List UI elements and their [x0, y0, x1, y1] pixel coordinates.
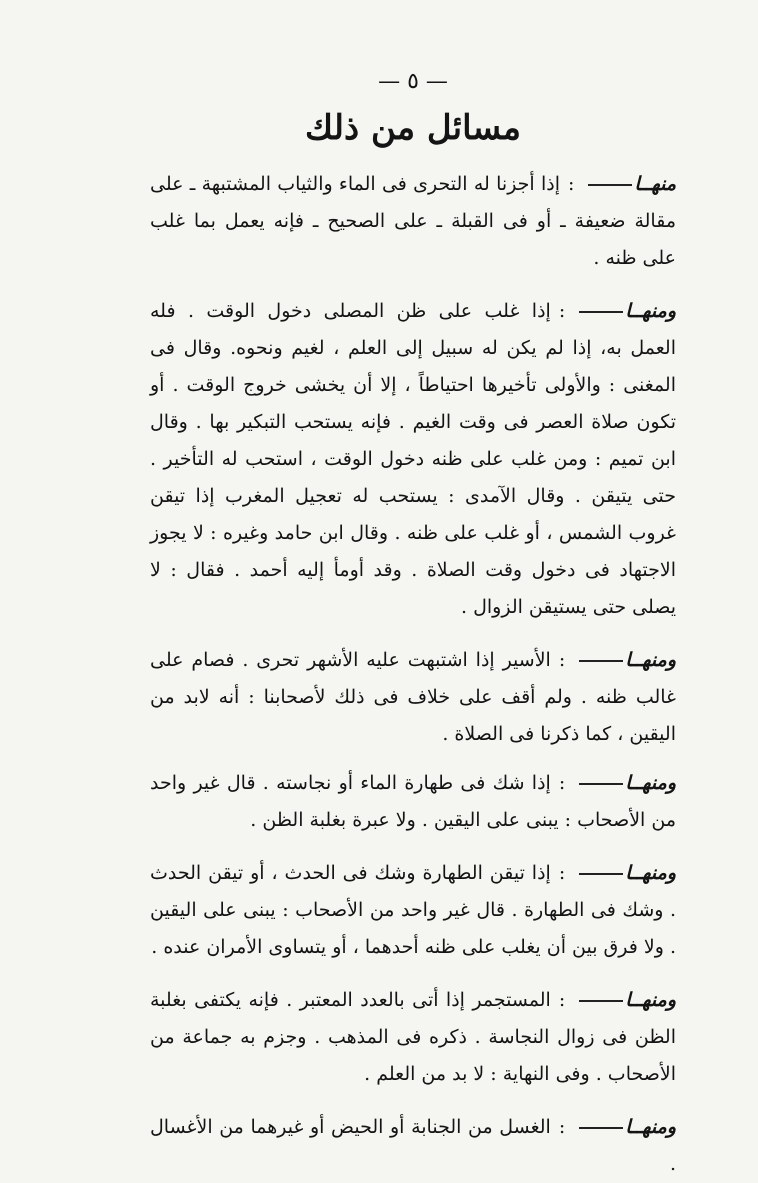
- paragraph-list: [150, 166, 676, 1183]
- paragraph: [150, 642, 676, 753]
- separator: :: [558, 649, 566, 671]
- paragraph: [150, 855, 676, 966]
- paragraph-lead: ومنهــا: [573, 765, 676, 802]
- separator: :: [558, 772, 566, 794]
- separator: :: [568, 173, 575, 195]
- separator: :: [558, 862, 566, 884]
- lead-flourish: [579, 873, 623, 875]
- paragraph-lead: ومنهــا: [573, 1109, 676, 1146]
- paragraph-text: الأسير إذا اشتبهت عليه الأشهر تحرى . فصام على غالب ظنه . ولم أقف على خلاف فى ذلك لأصحابنا : أنه لابد من اليقين ، كما ذكرنا فى الصلاة .: [150, 649, 676, 745]
- separator: :: [558, 1116, 566, 1138]
- paragraph: [150, 1109, 676, 1183]
- paragraph-text: المستجمر إذا أتى بالعدد المعتبر . فإنه يكتفى بغلبة الظن فى زوال النجاسة . ذكره فى المذهب . وجزم به جماعة من الأصحاب . وفى النهاية : لا بد من العلم .: [150, 989, 676, 1085]
- paragraph: [150, 293, 676, 626]
- paragraph-lead: ومنهــا: [573, 982, 676, 1019]
- paragraph-lead: ومنهــا: [573, 293, 676, 330]
- lead-flourish: [588, 184, 632, 186]
- paragraph-text: إذا غلب على ظن المصلى دخول الوقت . فله العمل به، إذا لم يكن له سبيل إلى العلم ، لغيم ونحوه. وقال فى المغنى : والأولى تأخيرها احتياطاً ، إلا أن يخشى خروج الوقت . أو تكون صلاة العصر فى وقت الغيم . فإنه يستحب التبكير بها . وقال ابن تميم : ومن غلب على ظنه دخول الوقت ، استحب له التأخير . حتى يتيقن . وقال الآمدى : يستحب له تعجيل المغرب إذا تيقن غروب الشمس ، أو غلب على ظنه . وقال ابن حامد وغيره : لا يجوز الاجتهاد فى دخول وقت الصلاة . وقد أومأ إليه أحمد . فقال : لا يصلى حتى يستيقن الزوال .: [150, 300, 676, 618]
- lead-flourish: [579, 660, 623, 662]
- paragraph-text: إذا أجزنا له التحرى فى الماء والثياب المشتبهة ـ على مقالة ضعيفة ـ أو فى القبلة ـ على الصحيح ـ فإنه يعمل بما غلب على ظنه .: [150, 173, 676, 269]
- paragraph-lead: منهــا: [582, 166, 676, 203]
- section-title: مسائل من ذلك: [304, 108, 522, 148]
- lead-flourish: [579, 1000, 623, 1002]
- separator: :: [558, 300, 566, 322]
- lead-flourish: [579, 1127, 623, 1129]
- paragraph: [150, 982, 676, 1093]
- paragraph-text: إذا شك فى طهارة الماء أو نجاسته . قال غير واحد من الأصحاب : يبنى على اليقين . ولا عبرة بغلبة الظن .: [150, 772, 676, 831]
- paragraph: [150, 765, 676, 839]
- page-number: — ٥ —: [378, 69, 448, 94]
- lead-flourish: [579, 783, 623, 785]
- paragraph: [150, 166, 676, 277]
- paragraph-lead: ومنهــا: [573, 855, 676, 892]
- paragraph-text: الغسل من الجنابة أو الحيض أو غيرهما من الأغسال .: [150, 1116, 676, 1175]
- lead-flourish: [579, 311, 623, 313]
- paragraph-lead: ومنهــا: [573, 642, 676, 679]
- paragraph-text: إذا تيقن الطهارة وشك فى الحدث ، أو تيقن الحدث . وشك فى الطهارة . قال غير واحد من الأصحاب : يبنى على اليقين . ولا فرق بين أن يغلب على ظنه أحدهما ، أو يتساوى الأمران عنده .: [150, 862, 676, 958]
- separator: :: [558, 989, 566, 1011]
